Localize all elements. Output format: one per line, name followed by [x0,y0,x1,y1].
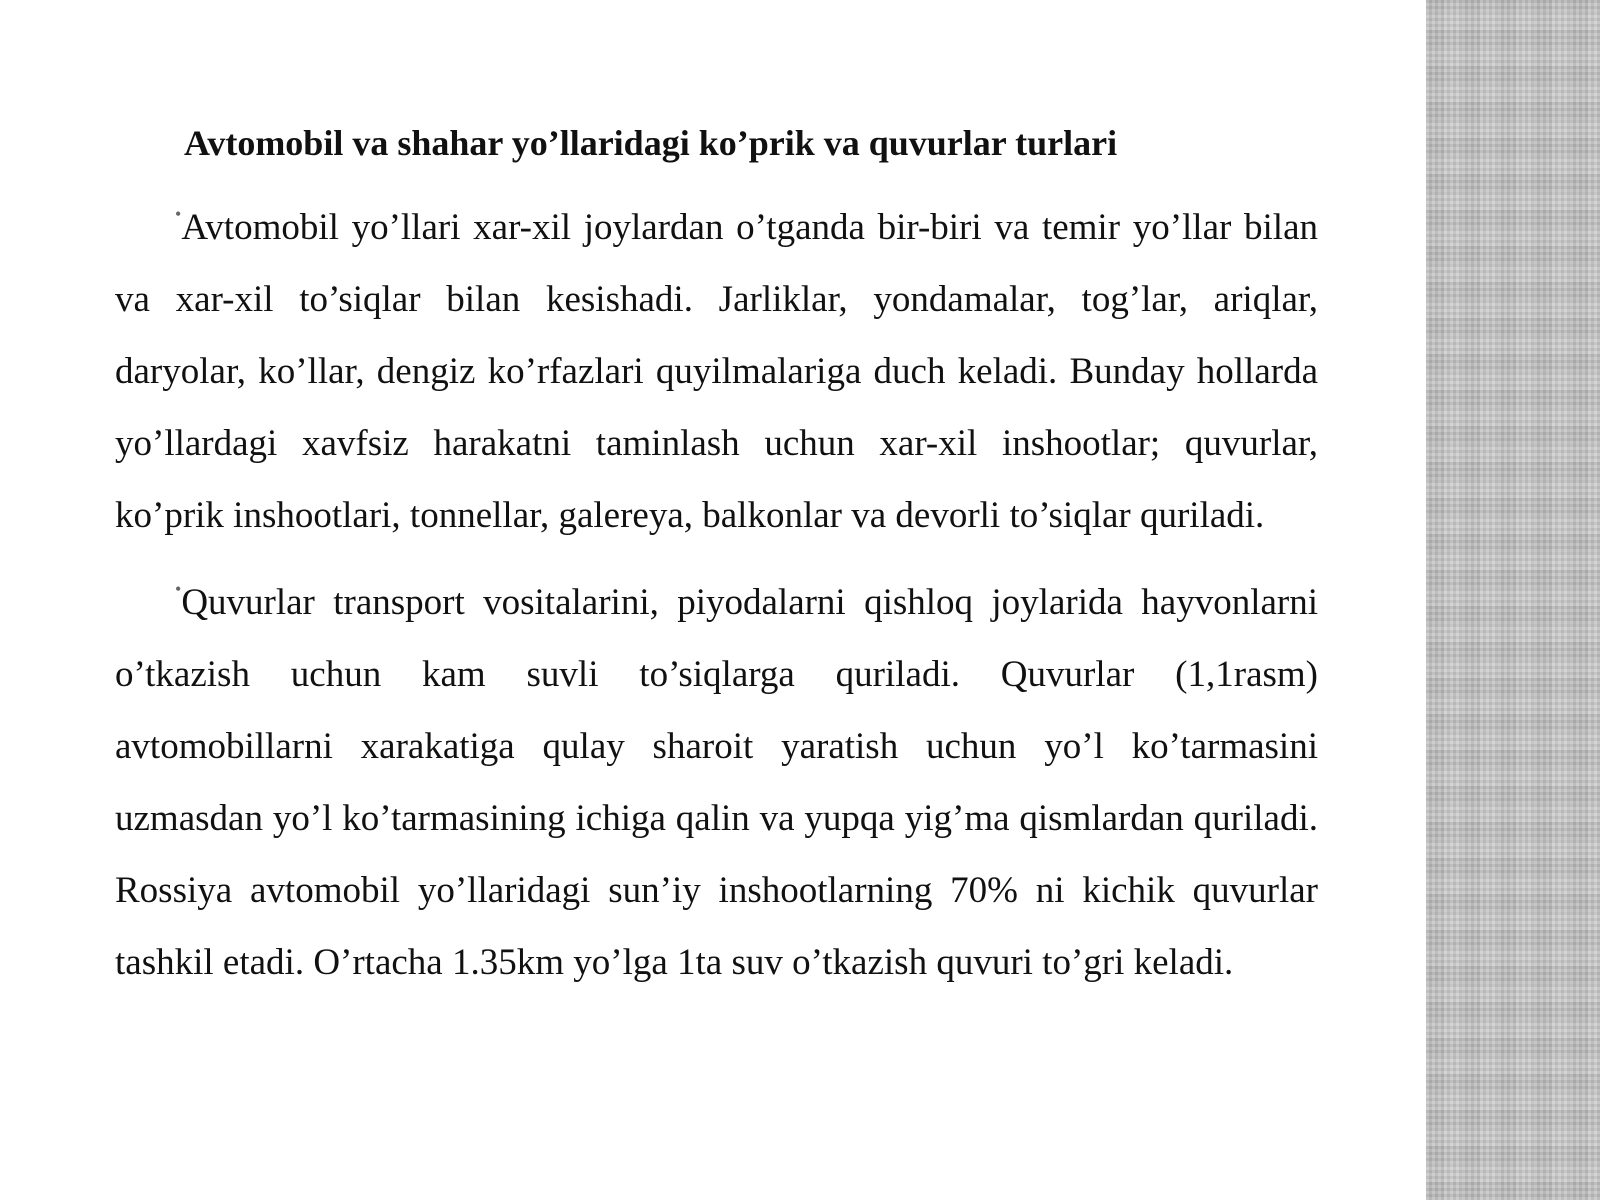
bullet-paragraph [115,192,1318,552]
bullet-icon: • [175,579,182,599]
paragraph-text: Avtomobil yo’llari xar-xil joylardan o’tganda bir-biri va temir yo’llar bilan va xar-xil to’siqlar bilan kesishadi. Jarliklar, yondamalar, tog’lar, ariqlar, daryolar, ko’llar, dengiz ko’rfazlari quyilmalariga duch keladi. Bunday hollarda yo’llardagi xavfsiz harakatni taminlash uchun xar-xil inshootlar; quvurlar, ko’prik inshootlari, tonnellar, galereya, balkonlar va devorli to’siqlar quriladi. [115,207,1318,536]
slide-body [115,192,1318,999]
bullet-paragraph [115,567,1318,999]
slide-title: Avtomobil va shahar yo’llaridagi ko’prik va quvurlar turlari [184,123,1118,163]
bullet-icon: • [175,204,182,224]
paragraph-text: Quvurlar transport vositalarini, piyodalarni qishloq joylarida hayvonlarni o’tkazish uchun kam suvli to’siqlarga quriladi. Quvurlar (1,1rasm) avtomobillarni xarakatiga qulay sharoit yaratish uchun yo’l ko’tarmasini uzmasdan yo’l ko’tarmasining ichiga qalin va yupqa yig’ma qismlardan quriladi. Rossiya avtomobil yo’llaridagi sun’iy inshootlarning 70% ni kichik quvurlar tashkil etadi. O’rtacha 1.35km yo’lga 1ta suv o’tkazish quvuri to’gri keladi. [115,582,1318,983]
decorative-side-panel [1426,0,1600,1200]
